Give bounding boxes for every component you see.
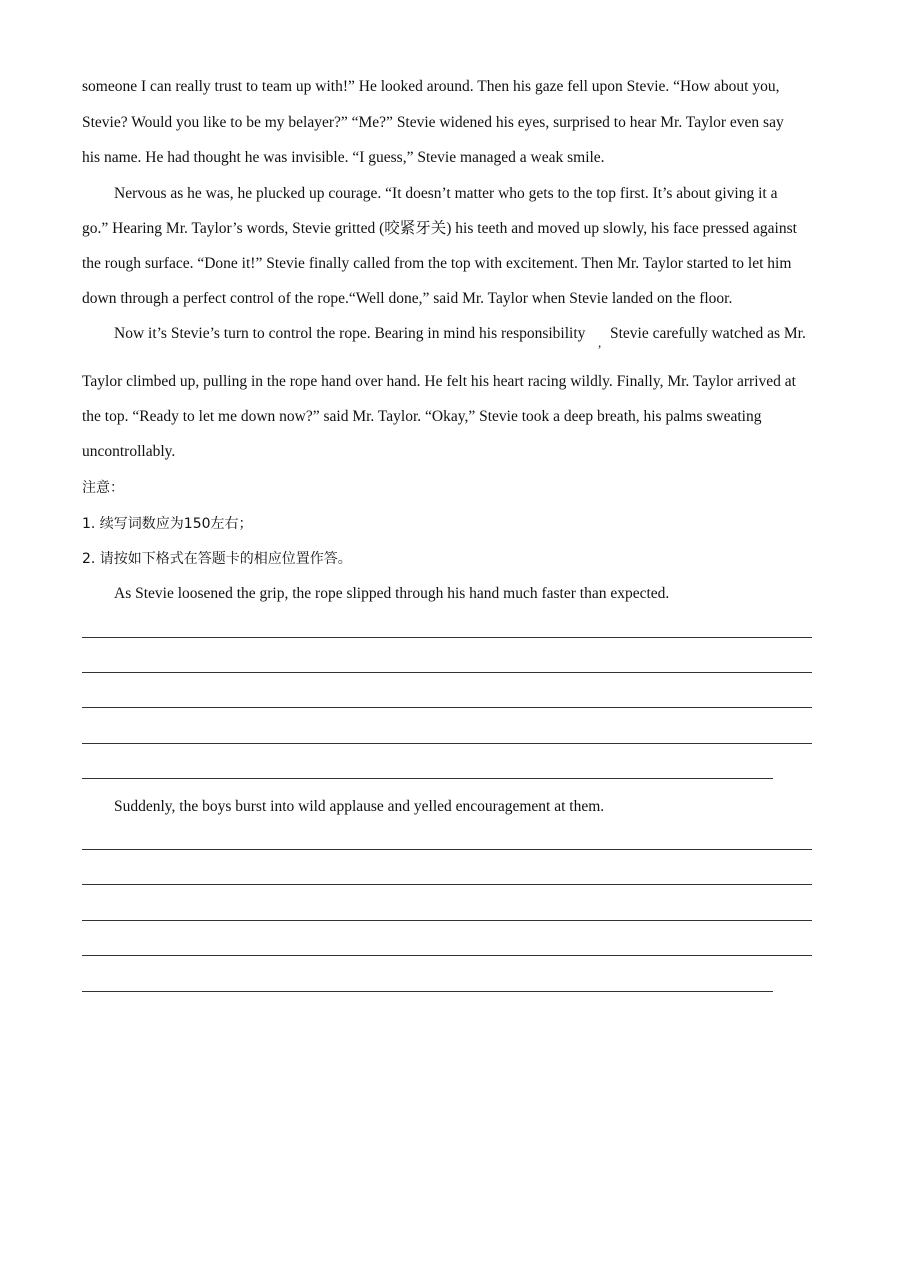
passage-line: uncontrollably. bbox=[82, 443, 176, 460]
notes-heading: 注意： bbox=[82, 480, 124, 496]
continuation-prompt-2: Suddenly, the boys burst into wild applause and yelled encouragement at them. bbox=[114, 798, 605, 815]
answer-line[interactable] bbox=[82, 920, 812, 921]
answer-line[interactable] bbox=[82, 778, 773, 779]
notes-item: 1. 续写词数应为150左右； bbox=[82, 516, 253, 532]
passage-line: the top. “Ready to let me down now?” said Mr. Taylor. “Okay,” Stevie took a deep breath, his palms sweating bbox=[82, 408, 762, 425]
passage-line: someone I can really trust to team up with!” He looked around. Then his gaze fell upon Stevie. “How about you, bbox=[82, 78, 780, 95]
passage-line: Stevie? Would you like to be my belayer?” “Me?” Stevie widened his eyes, surprised to hear Mr. Taylor even say bbox=[82, 114, 784, 131]
passage-line: Taylor climbed up, pulling in the rope hand over hand. He felt his heart racing wildly. Finally, Mr. Taylor arrived at bbox=[82, 373, 796, 390]
notes-item: 2. 请按如下格式在答题卡的相应位置作答。 bbox=[82, 551, 352, 567]
continuation-prompt-1: As Stevie loosened the grip, the rope slipped through his hand much faster than expected. bbox=[114, 585, 670, 602]
passage-line: the rough surface. “Done it!” Stevie finally called from the top with excitement. Then Mr. Taylor started to let him bbox=[82, 255, 792, 272]
passage-comma: , bbox=[598, 335, 602, 350]
answer-line[interactable] bbox=[82, 849, 812, 850]
passage-line: Stevie carefully watched as Mr. bbox=[610, 325, 806, 342]
answer-line[interactable] bbox=[82, 672, 812, 673]
passage-line: Now it’s Stevie’s turn to control the rope. Bearing in mind his responsibility bbox=[114, 325, 586, 342]
answer-line[interactable] bbox=[82, 707, 812, 708]
answer-line[interactable] bbox=[82, 955, 812, 956]
passage-line: down through a perfect control of the rope.“Well done,” said Mr. Taylor when Stevie landed on the floor. bbox=[82, 290, 733, 307]
answer-line[interactable] bbox=[82, 884, 812, 885]
answer-line[interactable] bbox=[82, 991, 773, 992]
passage-line: his name. He had thought he was invisible. “I guess,” Stevie managed a weak smile. bbox=[82, 149, 605, 166]
passage-line: Nervous as he was, he plucked up courage. “It doesn’t matter who gets to the top first. It’s about giving it a bbox=[114, 185, 778, 202]
answer-line[interactable] bbox=[82, 743, 812, 744]
passage-line: go.” Hearing Mr. Taylor’s words, Stevie gritted (咬紧牙关) his teeth and moved up slowly, his face pressed against bbox=[82, 220, 797, 237]
answer-line[interactable] bbox=[82, 637, 812, 638]
